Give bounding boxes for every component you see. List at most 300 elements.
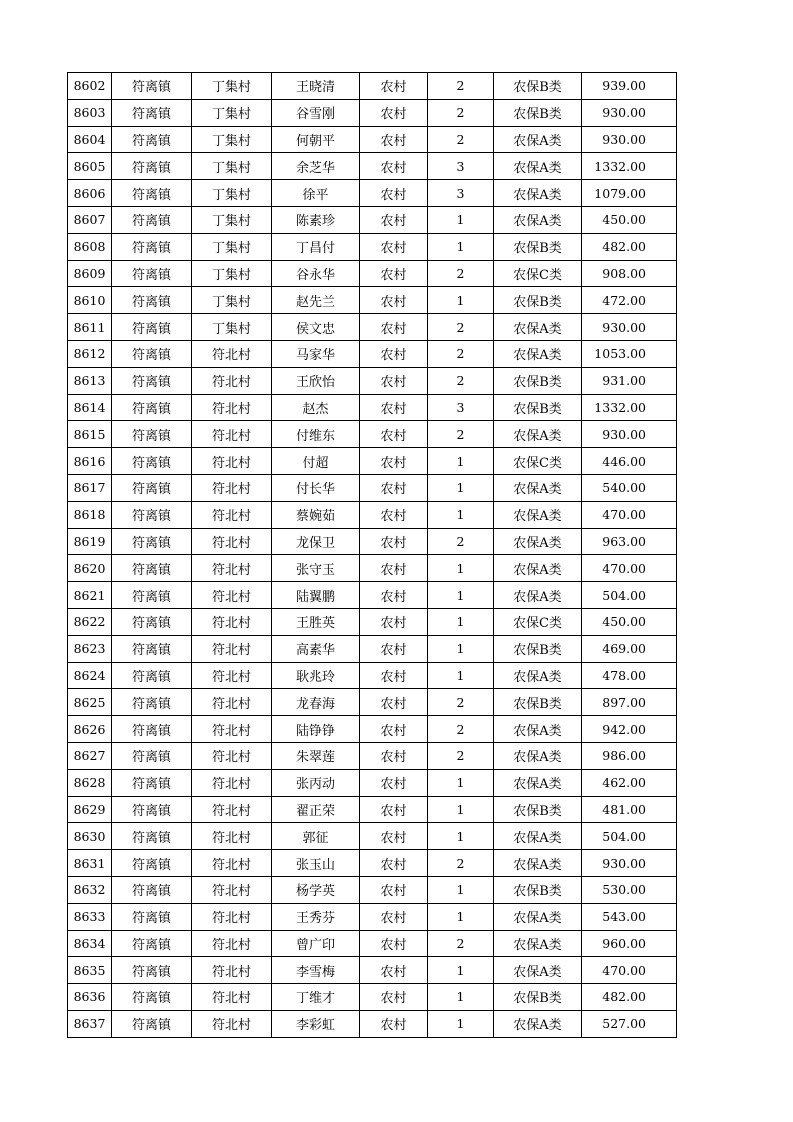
household-type-cell: 农村: [360, 957, 428, 984]
household-type-cell: 农村: [360, 716, 428, 743]
table-row: [68, 474, 677, 501]
member-count-cell: 2: [428, 99, 494, 126]
table-row: [68, 903, 677, 930]
town-cell: 符离镇: [112, 957, 192, 984]
member-count-cell: 1: [428, 206, 494, 233]
household-type-cell: 农村: [360, 99, 428, 126]
town-cell: 符离镇: [112, 367, 192, 394]
category-cell: 农保A类: [494, 314, 582, 341]
table-row: [68, 823, 677, 850]
village-cell: 符北村: [192, 394, 272, 421]
person-name-cell: 王秀芬: [272, 903, 360, 930]
village-cell: 符北村: [192, 796, 272, 823]
town-cell: 符离镇: [112, 1010, 192, 1037]
town-cell: 符离镇: [112, 340, 192, 367]
town-cell: 符离镇: [112, 474, 192, 501]
amount-cell: 986.00: [582, 742, 677, 769]
person-name-cell: 马家华: [272, 340, 360, 367]
town-cell: 符离镇: [112, 421, 192, 448]
amount-cell: 504.00: [582, 582, 677, 609]
member-count-cell: 1: [428, 662, 494, 689]
table-row: [68, 153, 677, 180]
village-cell: 丁集村: [192, 260, 272, 287]
row-number-cell: 8615: [68, 421, 112, 448]
table-row: [68, 742, 677, 769]
household-type-cell: 农村: [360, 635, 428, 662]
village-cell: 符北村: [192, 448, 272, 475]
town-cell: 符离镇: [112, 769, 192, 796]
village-cell: 符北村: [192, 1010, 272, 1037]
member-count-cell: 2: [428, 314, 494, 341]
village-cell: 符北村: [192, 367, 272, 394]
town-cell: 符离镇: [112, 260, 192, 287]
person-name-cell: 何朝平: [272, 126, 360, 153]
table-row: [68, 233, 677, 260]
member-count-cell: 1: [428, 555, 494, 582]
row-number-cell: 8632: [68, 876, 112, 903]
table-row: [68, 608, 677, 635]
village-cell: 丁集村: [192, 206, 272, 233]
table-row: [68, 340, 677, 367]
member-count-cell: 2: [428, 716, 494, 743]
category-cell: 农保B类: [494, 394, 582, 421]
member-count-cell: 2: [428, 528, 494, 555]
table-row: [68, 448, 677, 475]
person-name-cell: 龙春海: [272, 689, 360, 716]
member-count-cell: 1: [428, 608, 494, 635]
town-cell: 符离镇: [112, 903, 192, 930]
category-cell: 农保B类: [494, 876, 582, 903]
amount-cell: 1332.00: [582, 153, 677, 180]
household-type-cell: 农村: [360, 796, 428, 823]
household-type-cell: 农村: [360, 501, 428, 528]
member-count-cell: 2: [428, 340, 494, 367]
table-row: [68, 662, 677, 689]
person-name-cell: 丁昌付: [272, 233, 360, 260]
amount-cell: 942.00: [582, 716, 677, 743]
member-count-cell: 2: [428, 850, 494, 877]
row-number-cell: 8608: [68, 233, 112, 260]
amount-cell: 540.00: [582, 474, 677, 501]
amount-cell: 478.00: [582, 662, 677, 689]
row-number-cell: 8619: [68, 528, 112, 555]
table-row: [68, 367, 677, 394]
village-cell: 符北村: [192, 957, 272, 984]
person-name-cell: 蔡婉茹: [272, 501, 360, 528]
category-cell: 农保A类: [494, 823, 582, 850]
person-name-cell: 付长华: [272, 474, 360, 501]
row-number-cell: 8627: [68, 742, 112, 769]
amount-cell: 530.00: [582, 876, 677, 903]
category-cell: 农保A类: [494, 528, 582, 555]
table-row: [68, 314, 677, 341]
table-row: [68, 689, 677, 716]
amount-cell: 930.00: [582, 99, 677, 126]
row-number-cell: 8620: [68, 555, 112, 582]
town-cell: 符离镇: [112, 635, 192, 662]
member-count-cell: 3: [428, 180, 494, 207]
village-cell: 符北村: [192, 474, 272, 501]
category-cell: 农保B类: [494, 796, 582, 823]
table-row: [68, 260, 677, 287]
town-cell: 符离镇: [112, 823, 192, 850]
town-cell: 符离镇: [112, 206, 192, 233]
table-row: [68, 876, 677, 903]
household-type-cell: 农村: [360, 662, 428, 689]
category-cell: 农保A类: [494, 662, 582, 689]
member-count-cell: 2: [428, 260, 494, 287]
row-number-cell: 8628: [68, 769, 112, 796]
category-cell: 农保C类: [494, 608, 582, 635]
village-cell: 符北村: [192, 984, 272, 1011]
row-number-cell: 8624: [68, 662, 112, 689]
row-number-cell: 8621: [68, 582, 112, 609]
town-cell: 符离镇: [112, 153, 192, 180]
amount-cell: 930.00: [582, 850, 677, 877]
category-cell: 农保A类: [494, 501, 582, 528]
town-cell: 符离镇: [112, 850, 192, 877]
row-number-cell: 8633: [68, 903, 112, 930]
category-cell: 农保A类: [494, 582, 582, 609]
village-cell: 丁集村: [192, 233, 272, 260]
row-number-cell: 8634: [68, 930, 112, 957]
table-row: [68, 180, 677, 207]
row-number-cell: 8637: [68, 1010, 112, 1037]
person-name-cell: 谷雪刚: [272, 99, 360, 126]
member-count-cell: 1: [428, 957, 494, 984]
amount-cell: 930.00: [582, 421, 677, 448]
category-cell: 农保A类: [494, 180, 582, 207]
row-number-cell: 8618: [68, 501, 112, 528]
household-type-cell: 农村: [360, 367, 428, 394]
amount-cell: 543.00: [582, 903, 677, 930]
town-cell: 符离镇: [112, 287, 192, 314]
table-row: [68, 501, 677, 528]
table-row: [68, 582, 677, 609]
town-cell: 符离镇: [112, 608, 192, 635]
category-cell: 农保B类: [494, 367, 582, 394]
household-type-cell: 农村: [360, 73, 428, 100]
household-type-cell: 农村: [360, 555, 428, 582]
amount-cell: 908.00: [582, 260, 677, 287]
amount-cell: 931.00: [582, 367, 677, 394]
person-name-cell: 赵杰: [272, 394, 360, 421]
household-type-cell: 农村: [360, 448, 428, 475]
row-number-cell: 8604: [68, 126, 112, 153]
table-row: [68, 957, 677, 984]
member-count-cell: 2: [428, 930, 494, 957]
town-cell: 符离镇: [112, 528, 192, 555]
table-row: [68, 1010, 677, 1037]
member-count-cell: 1: [428, 448, 494, 475]
amount-cell: 450.00: [582, 206, 677, 233]
category-cell: 农保A类: [494, 474, 582, 501]
table-row: [68, 206, 677, 233]
village-cell: 丁集村: [192, 287, 272, 314]
amount-cell: 960.00: [582, 930, 677, 957]
household-type-cell: 农村: [360, 608, 428, 635]
household-type-cell: 农村: [360, 394, 428, 421]
person-name-cell: 翟正荣: [272, 796, 360, 823]
member-count-cell: 1: [428, 1010, 494, 1037]
town-cell: 符离镇: [112, 501, 192, 528]
category-cell: 农保B类: [494, 233, 582, 260]
town-cell: 符离镇: [112, 555, 192, 582]
category-cell: 农保A类: [494, 555, 582, 582]
village-cell: 丁集村: [192, 153, 272, 180]
category-cell: 农保A类: [494, 340, 582, 367]
village-cell: 丁集村: [192, 180, 272, 207]
category-cell: 农保B类: [494, 99, 582, 126]
category-cell: 农保A类: [494, 903, 582, 930]
category-cell: 农保B类: [494, 689, 582, 716]
village-cell: 符北村: [192, 769, 272, 796]
person-name-cell: 李雪梅: [272, 957, 360, 984]
row-number-cell: 8623: [68, 635, 112, 662]
member-count-cell: 1: [428, 233, 494, 260]
village-cell: 符北村: [192, 582, 272, 609]
category-cell: 农保A类: [494, 1010, 582, 1037]
village-cell: 符北村: [192, 635, 272, 662]
person-name-cell: 杨学英: [272, 876, 360, 903]
person-name-cell: 徐平: [272, 180, 360, 207]
row-number-cell: 8614: [68, 394, 112, 421]
category-cell: 农保C类: [494, 260, 582, 287]
person-name-cell: 张丙动: [272, 769, 360, 796]
household-type-cell: 农村: [360, 742, 428, 769]
person-name-cell: 高素华: [272, 635, 360, 662]
person-name-cell: 王晓清: [272, 73, 360, 100]
amount-cell: 939.00: [582, 73, 677, 100]
person-name-cell: 郭征: [272, 823, 360, 850]
person-name-cell: 侯文忠: [272, 314, 360, 341]
amount-cell: 470.00: [582, 501, 677, 528]
household-type-cell: 农村: [360, 1010, 428, 1037]
household-type-cell: 农村: [360, 984, 428, 1011]
table-row: [68, 287, 677, 314]
town-cell: 符离镇: [112, 314, 192, 341]
village-cell: 符北村: [192, 742, 272, 769]
person-name-cell: 陆翼鹏: [272, 582, 360, 609]
town-cell: 符离镇: [112, 126, 192, 153]
town-cell: 符离镇: [112, 689, 192, 716]
village-cell: 符北村: [192, 421, 272, 448]
table-row: [68, 528, 677, 555]
village-cell: 符北村: [192, 608, 272, 635]
amount-cell: 446.00: [582, 448, 677, 475]
member-count-cell: 1: [428, 984, 494, 1011]
member-count-cell: 1: [428, 287, 494, 314]
town-cell: 符离镇: [112, 99, 192, 126]
category-cell: 农保A类: [494, 421, 582, 448]
town-cell: 符离镇: [112, 73, 192, 100]
member-count-cell: 2: [428, 689, 494, 716]
person-name-cell: 张玉山: [272, 850, 360, 877]
household-type-cell: 农村: [360, 850, 428, 877]
category-cell: 农保A类: [494, 153, 582, 180]
village-cell: 符北村: [192, 930, 272, 957]
category-cell: 农保A类: [494, 742, 582, 769]
amount-cell: 481.00: [582, 796, 677, 823]
household-type-cell: 农村: [360, 769, 428, 796]
town-cell: 符离镇: [112, 930, 192, 957]
village-cell: 符北村: [192, 903, 272, 930]
member-count-cell: 3: [428, 153, 494, 180]
row-number-cell: 8616: [68, 448, 112, 475]
household-type-cell: 农村: [360, 689, 428, 716]
table-row: [68, 850, 677, 877]
household-type-cell: 农村: [360, 582, 428, 609]
person-name-cell: 付维东: [272, 421, 360, 448]
amount-cell: 897.00: [582, 689, 677, 716]
row-number-cell: 8607: [68, 206, 112, 233]
person-name-cell: 张守玉: [272, 555, 360, 582]
member-count-cell: 1: [428, 903, 494, 930]
category-cell: 农保A类: [494, 930, 582, 957]
household-type-cell: 农村: [360, 823, 428, 850]
category-cell: 农保A类: [494, 769, 582, 796]
row-number-cell: 8635: [68, 957, 112, 984]
village-cell: 符北村: [192, 501, 272, 528]
household-type-cell: 农村: [360, 903, 428, 930]
person-name-cell: 谷永华: [272, 260, 360, 287]
village-cell: 符北村: [192, 716, 272, 743]
row-number-cell: 8612: [68, 340, 112, 367]
village-cell: 丁集村: [192, 73, 272, 100]
village-cell: 符北村: [192, 555, 272, 582]
person-name-cell: 龙保卫: [272, 528, 360, 555]
category-cell: 农保A类: [494, 850, 582, 877]
village-cell: 符北村: [192, 876, 272, 903]
member-count-cell: 1: [428, 796, 494, 823]
table-body: [68, 73, 677, 1038]
household-type-cell: 农村: [360, 876, 428, 903]
household-type-cell: 农村: [360, 340, 428, 367]
household-type-cell: 农村: [360, 287, 428, 314]
household-type-cell: 农村: [360, 528, 428, 555]
row-number-cell: 8625: [68, 689, 112, 716]
member-count-cell: 1: [428, 474, 494, 501]
member-count-cell: 1: [428, 582, 494, 609]
town-cell: 符离镇: [112, 233, 192, 260]
town-cell: 符离镇: [112, 394, 192, 421]
town-cell: 符离镇: [112, 716, 192, 743]
village-cell: 符北村: [192, 823, 272, 850]
amount-cell: 504.00: [582, 823, 677, 850]
town-cell: 符离镇: [112, 984, 192, 1011]
household-type-cell: 农村: [360, 474, 428, 501]
row-number-cell: 8605: [68, 153, 112, 180]
household-type-cell: 农村: [360, 206, 428, 233]
amount-cell: 1053.00: [582, 340, 677, 367]
row-number-cell: 8631: [68, 850, 112, 877]
town-cell: 符离镇: [112, 662, 192, 689]
household-type-cell: 农村: [360, 233, 428, 260]
category-cell: 农保A类: [494, 716, 582, 743]
row-number-cell: 8603: [68, 99, 112, 126]
member-count-cell: 1: [428, 823, 494, 850]
person-name-cell: 王欣怡: [272, 367, 360, 394]
household-type-cell: 农村: [360, 314, 428, 341]
village-cell: 符北村: [192, 850, 272, 877]
member-count-cell: 2: [428, 742, 494, 769]
member-count-cell: 1: [428, 769, 494, 796]
table-row: [68, 796, 677, 823]
person-name-cell: 丁维才: [272, 984, 360, 1011]
row-number-cell: 8606: [68, 180, 112, 207]
village-cell: 符北村: [192, 689, 272, 716]
table-row: [68, 126, 677, 153]
table-row: [68, 555, 677, 582]
household-type-cell: 农村: [360, 930, 428, 957]
row-number-cell: 8626: [68, 716, 112, 743]
member-count-cell: 3: [428, 394, 494, 421]
table-row: [68, 769, 677, 796]
category-cell: 农保A类: [494, 206, 582, 233]
category-cell: 农保A类: [494, 126, 582, 153]
amount-cell: 472.00: [582, 287, 677, 314]
town-cell: 符离镇: [112, 876, 192, 903]
person-name-cell: 耿兆玲: [272, 662, 360, 689]
household-type-cell: 农村: [360, 180, 428, 207]
amount-cell: 470.00: [582, 957, 677, 984]
amount-cell: 527.00: [582, 1010, 677, 1037]
category-cell: 农保B类: [494, 984, 582, 1011]
town-cell: 符离镇: [112, 180, 192, 207]
amount-cell: 462.00: [582, 769, 677, 796]
person-name-cell: 李彩虹: [272, 1010, 360, 1037]
amount-cell: 1079.00: [582, 180, 677, 207]
table-row: [68, 73, 677, 100]
row-number-cell: 8602: [68, 73, 112, 100]
person-name-cell: 曾广印: [272, 930, 360, 957]
village-cell: 丁集村: [192, 126, 272, 153]
household-type-cell: 农村: [360, 153, 428, 180]
person-name-cell: 陆铮铮: [272, 716, 360, 743]
person-name-cell: 付超: [272, 448, 360, 475]
amount-cell: 470.00: [582, 555, 677, 582]
amount-cell: 482.00: [582, 233, 677, 260]
amount-cell: 450.00: [582, 608, 677, 635]
row-number-cell: 8609: [68, 260, 112, 287]
amount-cell: 963.00: [582, 528, 677, 555]
row-number-cell: 8610: [68, 287, 112, 314]
table-row: [68, 984, 677, 1011]
amount-cell: 930.00: [582, 126, 677, 153]
town-cell: 符离镇: [112, 742, 192, 769]
village-cell: 丁集村: [192, 99, 272, 126]
member-count-cell: 2: [428, 126, 494, 153]
village-cell: 符北村: [192, 662, 272, 689]
person-name-cell: 陈素珍: [272, 206, 360, 233]
beneficiary-table: [67, 72, 677, 1038]
member-count-cell: 2: [428, 73, 494, 100]
category-cell: 农保B类: [494, 287, 582, 314]
row-number-cell: 8636: [68, 984, 112, 1011]
amount-cell: 469.00: [582, 635, 677, 662]
row-number-cell: 8613: [68, 367, 112, 394]
town-cell: 符离镇: [112, 582, 192, 609]
town-cell: 符离镇: [112, 796, 192, 823]
table-row: [68, 635, 677, 662]
amount-cell: 930.00: [582, 314, 677, 341]
table-row: [68, 394, 677, 421]
household-type-cell: 农村: [360, 260, 428, 287]
row-number-cell: 8622: [68, 608, 112, 635]
member-count-cell: 1: [428, 635, 494, 662]
category-cell: 农保B类: [494, 635, 582, 662]
row-number-cell: 8611: [68, 314, 112, 341]
